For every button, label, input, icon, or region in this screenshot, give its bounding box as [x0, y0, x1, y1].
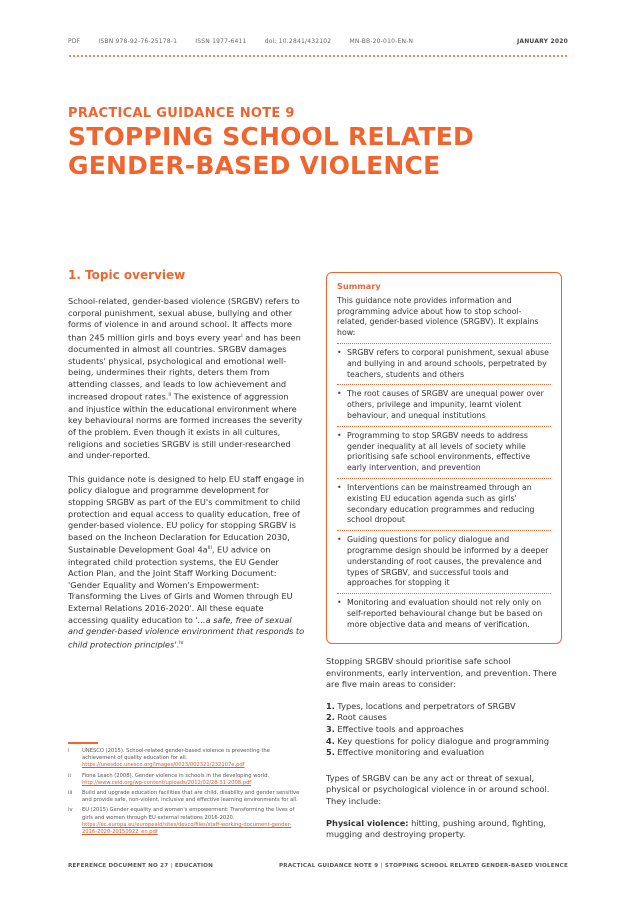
quote-text: ...a safe, free of sexual and gender-based violence environment that responds to child protection principles: [68, 614, 305, 650]
footer-separator: |: [380, 863, 383, 869]
list-item: [326, 724, 566, 736]
term-label: Physical violence:: [326, 817, 409, 828]
left-column: [68, 296, 306, 663]
summary-item: • Monitoring and evaluation should not rely only on self-reported behavioural change but be based on more objective data and means of verification.: [337, 593, 551, 634]
list-number: 4.: [326, 735, 335, 746]
footnotes: [68, 748, 304, 839]
list-item: [326, 736, 566, 748]
paragraph-physical-violence: [326, 818, 566, 841]
list-text: Key questions for policy dialogue and programming: [334, 735, 550, 746]
footnote-link[interactable]: https://ec.europa.eu/europeaid/sites/devco/files/staff-working-document-gender-2016-2020-20150922_en.pdf: [82, 821, 292, 836]
footnote-rule: [68, 742, 98, 744]
page-header: [68, 38, 568, 50]
list-text: Types, locations and perpetrators of SRGBV: [334, 700, 516, 711]
title-line-1: STOPPING SCHOOL RELATED: [68, 122, 474, 151]
list-number: 3.: [326, 723, 335, 734]
paragraph-types: Types of SRGBV can be any act or threat of sexual, physical or psychological violence in or around school. They include:: [326, 772, 550, 806]
meta-format: PDF: [68, 38, 81, 45]
summary-list: [337, 343, 551, 635]
paragraph-purpose: [68, 474, 306, 651]
summary-item: • The root causes of SRGBV are unequal power over others, privilege and impunity, learnt violent behaviour, and unequal institutions: [337, 384, 551, 425]
footnote-ref: iv: [179, 639, 184, 646]
footnote-ref: iii: [207, 545, 212, 552]
paragraph-text: The existence of aggression and injustice within the educational environment where key behavioural norms are formed increases the severity of the problem. Even though it exists in all cultures, religions and societies SRGBV is still under-researched and under-reported.: [68, 392, 303, 461]
footnote-link[interactable]: https://unesdoc.unesco.org/images/0023/002321/232107e.pdf: [82, 762, 245, 769]
paragraph-text: and has been documented in almost all countries. SRGBV damages students' physical, psychological and emotional well-being, undermines their rights, deters them from attending classes, and leads to low achievement and increased dropout rates.: [68, 332, 301, 403]
footnote: [68, 748, 304, 770]
areas-list: [326, 701, 566, 759]
summary-item: • Guiding questions for policy dialogue and programme design should be informed by a deeper understanding of root causes, the prevalence and types of SRGBV, and successful tools and approaches for stopping it: [337, 530, 551, 593]
list-item: [326, 701, 566, 713]
document-kicker: PRACTICAL GUIDANCE NOTE 9: [68, 106, 295, 121]
meta-issn: ISSN 1977-6411: [195, 38, 247, 45]
right-column: [326, 656, 566, 851]
term-definition: hitting, pushing around, fighting, mugging and destroying property.: [326, 817, 546, 840]
title-line-2: GENDER-BASED VIOLENCE: [68, 151, 441, 180]
page-title: [68, 122, 528, 180]
list-number: 2.: [326, 712, 335, 723]
paragraph-intro: [68, 296, 306, 462]
publication-date: JANUARY 2020: [516, 38, 568, 45]
footer-category: EDUCATION: [174, 863, 214, 869]
list-number: 5.: [326, 747, 335, 758]
summary-intro: This guidance note provides information and programming advice about how to stop school-related, gender-based violence (SRGBV). It explains how:: [337, 295, 539, 338]
footnote-number: iii: [68, 790, 73, 797]
footnote-link[interactable]: http://www.ceid.org/wp-content/uploads/2012/02/28-31-2008.pdf: [82, 779, 252, 786]
list-item: [326, 747, 566, 759]
paragraph-text: , EU advice on integrated child protection systems, the EU Gender Action Plan, and the Joint Staff Working Document: 'Gender Equality and Women's Empowerment: Transforming the Lives of Girls and Women through EU External Relations 2016-2020'. All these equate accessing quality education to ': [68, 545, 293, 625]
footnote-text: UNESCO (2015). School-related gender-based violence is preventing the achievement of quality education for all.: [82, 748, 270, 762]
footer-note-title: STOPPING SCHOOL RELATED GENDER-BASED VIOLENCE: [384, 863, 568, 869]
footnote-text: Fiona Leach (2008). Gender violence in schools in the developing world.: [82, 772, 270, 779]
footnote-text: EU (2015) Gender equality and women's empowerment: Transforming the lives of girls and women through EU external relations 2016-2020.: [82, 807, 295, 821]
footnote-ref: i: [241, 332, 243, 339]
footnote-number: i: [68, 748, 70, 754]
section-heading: 1. Topic overview: [68, 268, 186, 282]
summary-item: • Programming to stop SRGBV needs to address gender inequality at all levels of society while prioritising safe school environments, effective early intervention, and prevention: [337, 426, 551, 478]
footer-document-number: REFERENCE DOCUMENT NO 27: [68, 863, 169, 869]
footer-note-number: PRACTICAL GUIDANCE NOTE 9: [278, 863, 379, 869]
list-text: Effective monitoring and evaluation: [334, 747, 485, 758]
footer-right: [279, 863, 568, 869]
summary-box: [326, 272, 562, 644]
footnote-text: Build and upgrade education facilities that are child, disability and gender sensitive and provide safe, non-violent, inclusive and effective learning environments for all.: [82, 790, 300, 804]
footnote-number: iv: [68, 807, 73, 814]
footer-left: [68, 863, 213, 869]
list-number: 1.: [326, 700, 335, 711]
summary-heading: Summary: [337, 281, 381, 291]
publication-meta: [68, 38, 568, 45]
footnote: [68, 773, 304, 787]
paragraph-text: School-related, gender-based violence (SRGBV) refers to corporal punishment, sexual abuse, bullying and other forms of violence in and around school. It affects more than 245 million girls and boys every year: [68, 296, 300, 343]
paragraph-text: '.: [174, 639, 180, 650]
list-text: Root causes: [334, 712, 387, 723]
summary-item: • SRGBV refers to corporal punishment, sexual abuse and bullying in and around schools, perpetrated by teachers, students and others: [337, 343, 551, 384]
footer-separator: |: [170, 863, 173, 869]
meta-isbn: ISBN 978-92-76-25178-1: [98, 38, 178, 45]
meta-catalogue: MN-BB-20-010-EN-N: [349, 38, 414, 45]
list-text: Effective tools and approaches: [334, 723, 464, 734]
paragraph-text: This guidance note is designed to help EU staff engage in policy dialogue and programme development for stopping SRGBV as part of the EU's commitment to child protection and equal access to quality education, free of gender-based violence. EU policy for stopping SRGBV is based on the Incheon Declaration for Education 2030, Sustainable Development Goal 4a: [68, 473, 305, 556]
footnote: [68, 790, 304, 804]
summary-item: • Interventions can be mainstreamed through an existing EU education agenda such as girls' secondary education programmes and reducing school dropout: [337, 478, 551, 530]
header-dotted-rule: [68, 55, 568, 57]
paragraph-areas-intro: Stopping SRGBV should prioritise safe school environments, early intervention, and prevention. There are five main areas to consider:: [326, 656, 557, 690]
footnote: [68, 807, 304, 836]
footnote-ref: ii: [168, 392, 172, 399]
meta-doi: doi: 10.2841/432102: [264, 38, 332, 45]
list-item: [326, 712, 566, 724]
footnote-number: ii: [68, 772, 71, 779]
